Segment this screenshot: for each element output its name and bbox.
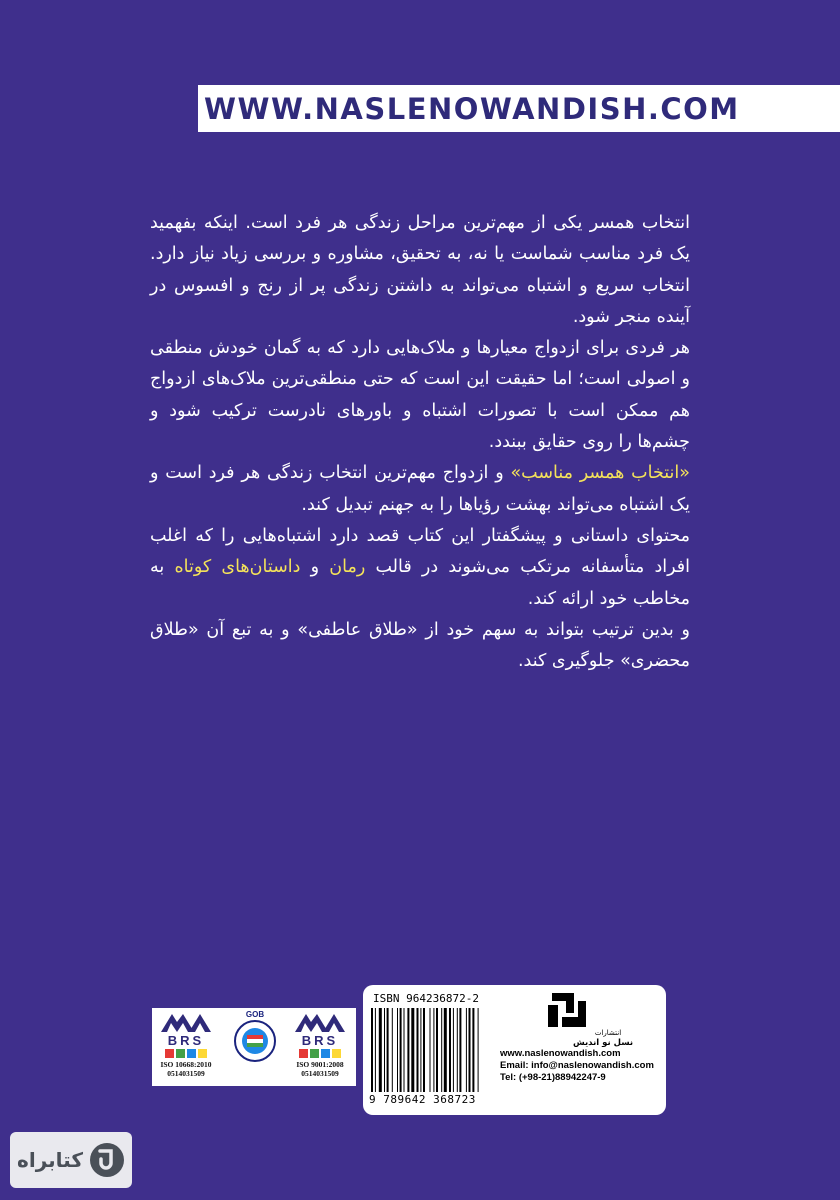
blurb-text: به مخاطب خود ارائه کند. (150, 557, 690, 609)
blurb-paragraph: و بدین ترتیب بتواند به سهم خود از «طلاق عاطفی» و به تبع آن «طلاق محضری» جلوگیری کند. (150, 619, 690, 672)
highlighted-word: داستان‌های کوتاه (174, 557, 301, 578)
publisher-label: انتشارات (594, 1029, 622, 1037)
blurb-paragraph: انتخاب همسر یکی از مهم‌ترین مراحل زندگی هر فرد است. اینکه بفهمید یک فرد مناسب شماست یا نه، به تحقیق، مشاوره و بررسی زیاد نیاز دارد. انتخاب سریع و اشتباه می‌تواند به داشتن زندگی پر از رنج و افسوس در آینده منجر شود. (150, 213, 690, 327)
ketabrah-text: کتابراه (17, 1148, 83, 1172)
publisher-box (363, 985, 666, 1115)
color-squares (156, 1049, 216, 1058)
barcode-icon (369, 1008, 509, 1092)
brs-certificate-right (290, 1012, 350, 1078)
publisher-name: نسل نو اندیش (572, 1038, 634, 1048)
blurb-paragraph: هر فردی برای ازدواج معیارها و ملاک‌هایی دارد که به گمان خودش منطقی و اصولی است؛ اما حقیقت این است که حتی منطقی‌ترین ملاک‌های ازدواج هم ممکن است با تصورات اشتباه و باورهای نادرست ترکیب شود و چشم‌ها را روی حقایق ببندد. (150, 338, 690, 453)
iso-number: ISO 10668:2010 (160, 1060, 212, 1069)
brs-text: BRS (167, 1033, 205, 1048)
certification-logos (152, 1008, 356, 1086)
publisher-contact (500, 1048, 654, 1084)
publisher-logo-icon (546, 991, 590, 1029)
ketabrah-watermark (10, 1132, 132, 1188)
gob-text: GOB (245, 1010, 265, 1019)
publisher-email: Email: info@naslenowandish.com (500, 1060, 654, 1071)
back-cover-blurb (150, 208, 690, 677)
blurb-paragraph (150, 521, 690, 615)
iso-code: 0514031509 (167, 1069, 205, 1078)
brs-logo-icon (159, 1012, 213, 1034)
color-squares (290, 1049, 350, 1058)
highlighted-word: رمان (329, 557, 366, 578)
website-url: WWW.NASLENOWANDISH.COM (204, 91, 740, 126)
iso-number: ISO 9001:2008 (296, 1060, 344, 1069)
blurb-text: محتوای داستانی و پیشگفتار این کتاب قصد دارد اشتباه‌هایی را که اغلب افراد متأسفانه مرتکب می‌شوند در قالب (150, 525, 690, 578)
blurb-paragraph (150, 458, 690, 521)
blurb-text: و ازدواج مهم‌ترین انتخاب زندگی هر فرد است و یک اشتباه می‌تواند بهشت رؤیاها را به جهنم تبدیل کند. (150, 463, 690, 515)
brs-certificate-left (156, 1012, 216, 1078)
ketabrah-logo-icon (89, 1142, 125, 1178)
publisher-tel: Tel: (+98-21)88942247-9 (500, 1072, 606, 1083)
gob-seal (233, 1010, 277, 1084)
publisher-website: www.naslenowandish.com (500, 1048, 621, 1059)
brs-text: BRS (301, 1033, 339, 1048)
isbn-label: ISBN 964236872-2 (373, 992, 479, 1005)
blurb-text: و (300, 557, 330, 578)
barcode-digits: 9 789642 368723 (369, 1093, 476, 1106)
gob-seal-icon (233, 1019, 277, 1063)
highlighted-title: «انتخاب همسر مناسب» (510, 463, 691, 484)
iso-code: 0514031509 (301, 1069, 339, 1078)
brs-logo-icon (293, 1012, 347, 1034)
website-banner (198, 85, 840, 132)
